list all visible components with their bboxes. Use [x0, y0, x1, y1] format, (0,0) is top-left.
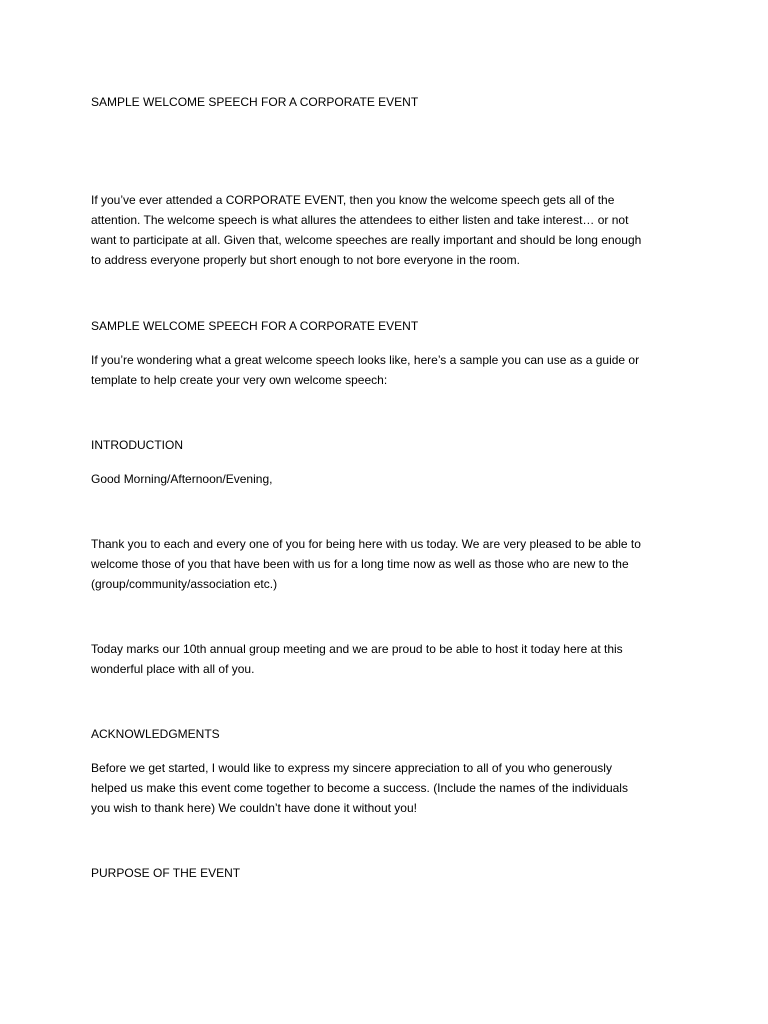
today-paragraph	[91, 639, 691, 679]
document-title: SAMPLE WELCOME SPEECH FOR A CORPORATE EVENT	[91, 95, 419, 109]
sample-intro-line: If you’re wondering what a great welcome speech looks like, here’s a sample you can use as a guide or	[91, 353, 640, 367]
purpose-heading: PURPOSE OF THE EVENT	[91, 866, 241, 880]
subtitle-heading: SAMPLE WELCOME SPEECH FOR A CORPORATE EVENT	[91, 319, 419, 333]
acknowledgments-line: helped us make this event come together to become a success. (Include the names of the individuals	[91, 781, 628, 795]
acknowledgments-paragraph	[91, 758, 691, 818]
intro-line: attention. The welcome speech is what allures the attendees to either listen and take interest… or not	[91, 213, 629, 227]
thank-you-line: (group/community/association etc.)	[91, 577, 278, 591]
greeting-text: Good Morning/Afternoon/Evening,	[91, 472, 273, 486]
intro-line: to address everyone properly but short enough to not bore everyone in the room.	[91, 253, 520, 267]
sample-intro-paragraph	[91, 350, 691, 390]
thank-you-line: Thank you to each and every one of you for being here with us today. We are very pleased to be able to	[91, 537, 641, 551]
intro-line: If you’ve ever attended a CORPORATE EVENT, then you know the welcome speech gets all of the	[91, 193, 615, 207]
acknowledgments-heading: ACKNOWLEDGMENTS	[91, 727, 220, 741]
acknowledgments-line: Before we get started, I would like to express my sincere appreciation to all of you who generously	[91, 761, 612, 775]
intro-line: want to participate at all. Given that, welcome speeches are really important and should be long enough	[91, 233, 642, 247]
thank-you-paragraph	[91, 534, 691, 594]
thank-you-line: welcome those of you that have been with us for a long time now as well as those who are new to the	[91, 557, 629, 571]
acknowledgments-line: you wish to thank here) We couldn’t have done it without you!	[91, 801, 417, 815]
today-line: wonderful place with all of you.	[91, 662, 255, 676]
intro-paragraph	[91, 190, 691, 270]
introduction-heading: INTRODUCTION	[91, 438, 183, 452]
today-line: Today marks our 10th annual group meeting and we are proud to be able to host it today here at this	[91, 642, 623, 656]
sample-intro-line: template to help create your very own welcome speech:	[91, 373, 388, 387]
